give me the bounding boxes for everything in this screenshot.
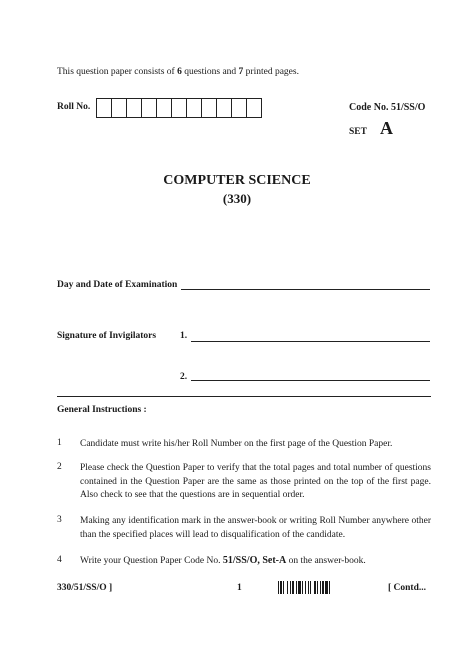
roll-number-box[interactable]: [111, 98, 127, 118]
signature-2-number: 2.: [180, 372, 188, 382]
day-date-label: Day and Date of Examination: [57, 280, 178, 290]
footer-paper-code: 330/51/SS/O ]: [57, 583, 113, 593]
general-instructions-heading: General Instructions :: [57, 405, 147, 415]
roll-number-box[interactable]: [246, 98, 262, 118]
set-value: A: [380, 118, 393, 138]
page-count: 7: [238, 67, 244, 77]
signature-1-number: 1.: [180, 331, 188, 341]
instruction-4-text: [80, 554, 431, 569]
intro-suffix: printed pages.: [243, 67, 299, 77]
intro-text: [57, 67, 299, 77]
roll-number-box[interactable]: [201, 98, 217, 118]
instruction-4-code: 51/SS/O, Set-A: [222, 555, 287, 566]
instruction-3-number: 3: [57, 515, 62, 525]
subject-code: (330): [222, 191, 252, 206]
roll-number-boxes[interactable]: [96, 98, 262, 118]
barcode-gap: [330, 581, 332, 594]
signature-1-line[interactable]: [191, 341, 430, 342]
instruction-1-text: Candidate must write his/her Roll Number on the first page of the Question Paper.: [80, 439, 393, 449]
intro-prefix: This question paper consists of: [57, 67, 178, 77]
day-date-line[interactable]: [181, 289, 430, 290]
roll-number-box[interactable]: [156, 98, 172, 118]
instruction-4-suffix: on the answer-book.: [286, 556, 366, 566]
roll-number-label: Roll No.: [57, 102, 91, 112]
roll-number-box[interactable]: [216, 98, 232, 118]
signature-label: Signature of Invigilators: [57, 331, 157, 341]
instruction-2-number: 2: [57, 462, 62, 472]
set-label: SET: [349, 127, 367, 137]
roll-number-box[interactable]: [141, 98, 157, 118]
instruction-4-number: 4: [57, 555, 62, 565]
roll-number-box[interactable]: [171, 98, 187, 118]
roll-number-box[interactable]: [186, 98, 202, 118]
instruction-2-text: Please check the Question Paper to verify that the total pages and total number of questions contained in the Question Paper are the same as those printed on the top of the first page. Also check to see that the questions are in sequential order.: [80, 463, 431, 500]
barcode: [278, 581, 382, 594]
roll-number-box[interactable]: [126, 98, 142, 118]
instruction-4-prefix: Write your Question Paper Code No.: [80, 556, 223, 566]
roll-number-box[interactable]: [231, 98, 247, 118]
intro-mid: questions and: [181, 67, 239, 77]
signature-2-line[interactable]: [191, 380, 430, 381]
roll-number-box[interactable]: [96, 98, 112, 118]
divider: [57, 396, 431, 397]
instruction-1-number: 1: [57, 438, 62, 448]
question-count: 6: [177, 67, 182, 77]
footer-contd: [ Contd...: [388, 583, 427, 593]
instruction-3-text: Making any identification mark in the answer-book or writing Roll Number anywhere other than the specified places will lead to disqualification of the candidate.: [80, 516, 431, 540]
code-number: Code No. 51/SS/O: [349, 102, 426, 113]
page-number: 1: [237, 583, 242, 593]
subject-title: COMPUTER SCIENCE: [163, 173, 311, 188]
